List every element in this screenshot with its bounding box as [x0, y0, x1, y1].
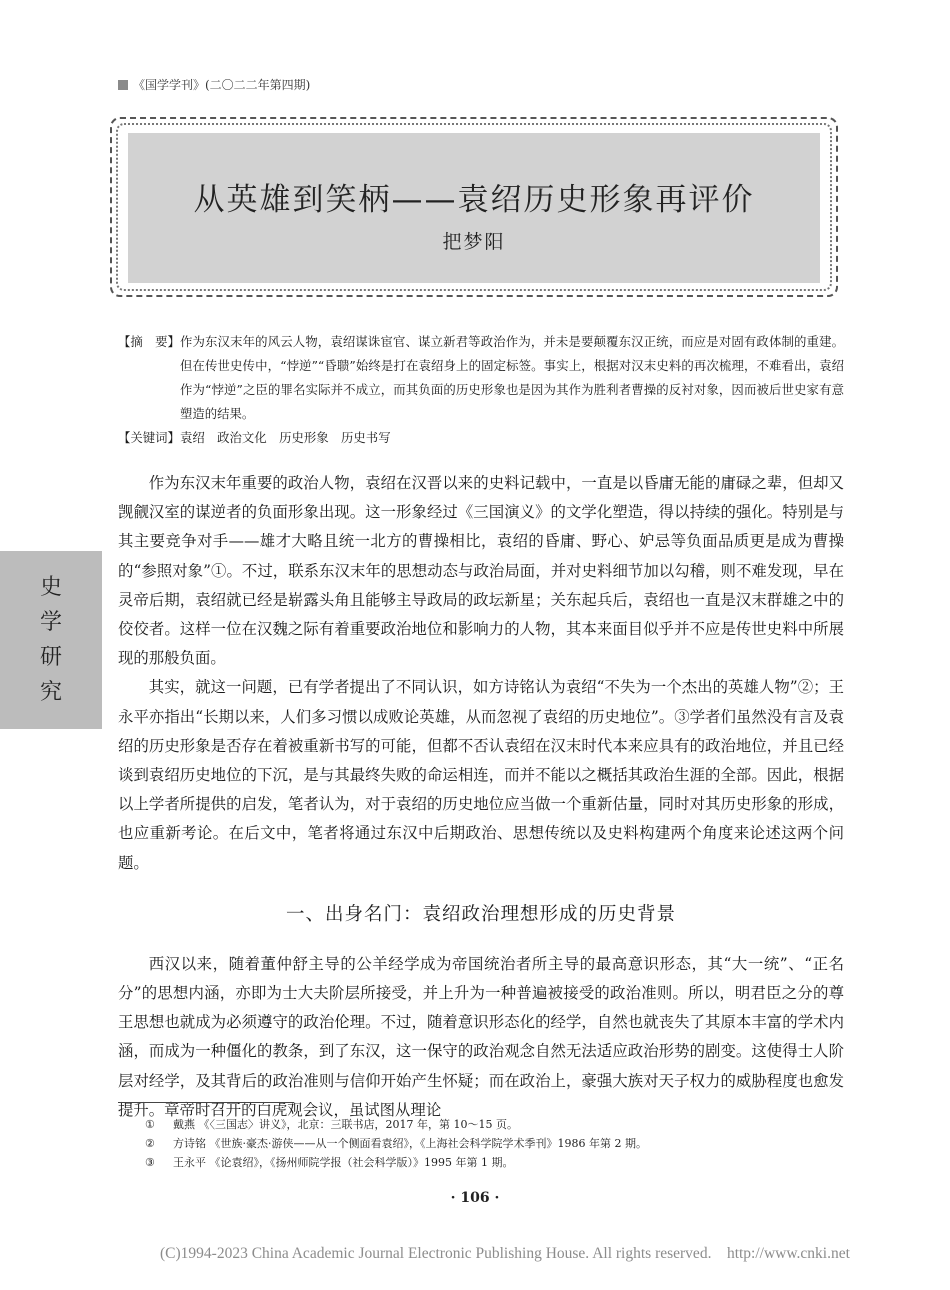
journal-name: 《国学学刊》(二〇二二年第四期): [133, 78, 311, 92]
footnote-number: ③: [145, 1156, 155, 1169]
keywords-text: 袁绍 政治文化 历史形象 历史书写: [179, 430, 391, 445]
footnote: [145, 1115, 845, 1134]
abstract-section: [118, 330, 844, 450]
journal-header: [118, 76, 310, 93]
footnote-text: 王永平 《论袁绍》，《扬州师院学报（社会科学版）》1995 年第 1 期。: [173, 1156, 514, 1169]
side-tab-char: 史: [39, 575, 62, 600]
body-paragraph: 西汉以来，随着董仲舒主导的公羊经学成为帝国统治者所主导的最高意识形态，其“大一统”、“正名分”的思想内涵，亦即为士大夫阶层所接受，并上升为一种普遍被接受的政治准则。所以，明君臣之分的尊王思想也就成为必须遵守的政治伦理。不过，随着意识形态化的经学，自然也就丧失了其原本丰富的学术内涵，而成为一种僵化的教条，到了东汉，这一保守的政治观念自然无法适应政治形势的剧变。这使得士人阶层对经学，及其背后的政治准则与信仰开始产生怀疑；而在政治上，豪强大族对天子权力的威胁程度也愈发提升。章帝时召开的白虎观会议，虽试图从理论: [118, 954, 844, 1119]
article-author: 把梦阳: [442, 231, 506, 253]
keywords-row: [118, 426, 844, 450]
body-paragraph: 作为东汉末年重要的政治人物，袁绍在汉晋以来的史料记载中，一直是以昏庸无能的庸碌之辈，但却又觊觎汉室的谋逆者的负面形象出现。这一形象经过《三国演义》的文学化塑造，得以持续的强化。特别是与其主要竞争对手——雄才大略且统一北方的曹操相比，袁绍的昏庸、野心、妒忌等负面品质更是成为曹操的“参照对象”①。不过，联系东汉末年的思想动态与政治局面，并对史料细节加以勾稽，则不难发现，早在灵帝后期，袁绍就已经是崭露头角且能够主导政局的政坛新星；关东起兵后，袁绍也一直是汉末群雄之中的佼佼者。这样一位在汉魏之际有着重要政治地位和影响力的人物，其本来面目似乎并不应是传世史料中所展现的那般负面。: [118, 474, 844, 668]
section-heading: 一、出身名门：袁绍政治理想形成的历史背景: [285, 903, 676, 925]
footnote-divider: [118, 1102, 294, 1103]
article-body: [118, 469, 844, 1125]
side-tab-char: 研: [39, 645, 62, 670]
footnote: [145, 1134, 845, 1153]
section-side-tab: [0, 551, 102, 729]
abstract-text: 作为东汉末年的风云人物，袁绍谋诛宦官、谋立新君等政治作为，并未是要颠覆东汉正统，而应是对固有政体制的重建。但在传世史传中，“悖逆”“昏聩”始终是打在袁绍身上的固定标签。事实上，根据对汉末史料的再次梳理，不难看出，袁绍作为“悖逆”之臣的罪名实际并不成立，而其负面的历史形象也是因为其作为胜利者曹操的反衬对象，因而被后世史家有意塑造的结果。: [179, 334, 844, 421]
article-title: 从英雄到笑柄——袁绍历史形象再评价: [193, 181, 755, 218]
side-tab-char: 究: [39, 680, 62, 705]
side-tab-char: 学: [39, 610, 62, 635]
abstract-row: [118, 330, 844, 426]
square-bullet-icon: [118, 80, 128, 90]
copyright-notice: (C)1994-2023 China Academic Journal Electronic Publishing House. All rights reserved. http://www.cnki.net: [160, 1245, 850, 1262]
footnote-text: 戴燕 《〈三国志〉讲义》，北京：三联书店，2017 年，第 10～15 页。: [173, 1118, 518, 1131]
body-paragraph: 其实，就这一问题，已有学者提出了不同认识，如方诗铭认为袁绍“不失为一个杰出的英雄人物”②；王永平亦指出“长期以来，人们多习惯以成败论英雄，从而忽视了袁绍的历史地位”。③学者们虽然没有言及袁绍的历史形象是否存在着被重新书写的可能，但都不否认袁绍在汉末时代本来应具有的政治地位，并且已经谈到袁绍历史地位的下沉，是与其最终失败的命运相连，而并不能以之概括其政治生涯的全部。因此，根据以上学者所提供的启发，笔者认为，对于袁绍的历史地位应当做一个重新估量，同时对其历史形象的形成，也应重新考论。在后文中，笔者将通过东汉中后期政治、思想传统以及史料构建两个角度来论述这两个问题。: [118, 678, 844, 872]
footnote: [145, 1153, 845, 1172]
keywords-label: 【关键词】: [118, 430, 180, 445]
footnote-number: ①: [145, 1118, 155, 1131]
footnote-number: ②: [145, 1137, 155, 1150]
abstract-label: 【摘 要】: [118, 334, 180, 349]
footnote-text: 方诗铭 《世族·豪杰·游侠——从一个侧面看袁绍》，《上海社会科学院学术季刊》1986 年第 2 期。: [173, 1137, 647, 1150]
page-number: · 106 ·: [450, 1190, 500, 1206]
footnotes: [145, 1115, 845, 1172]
